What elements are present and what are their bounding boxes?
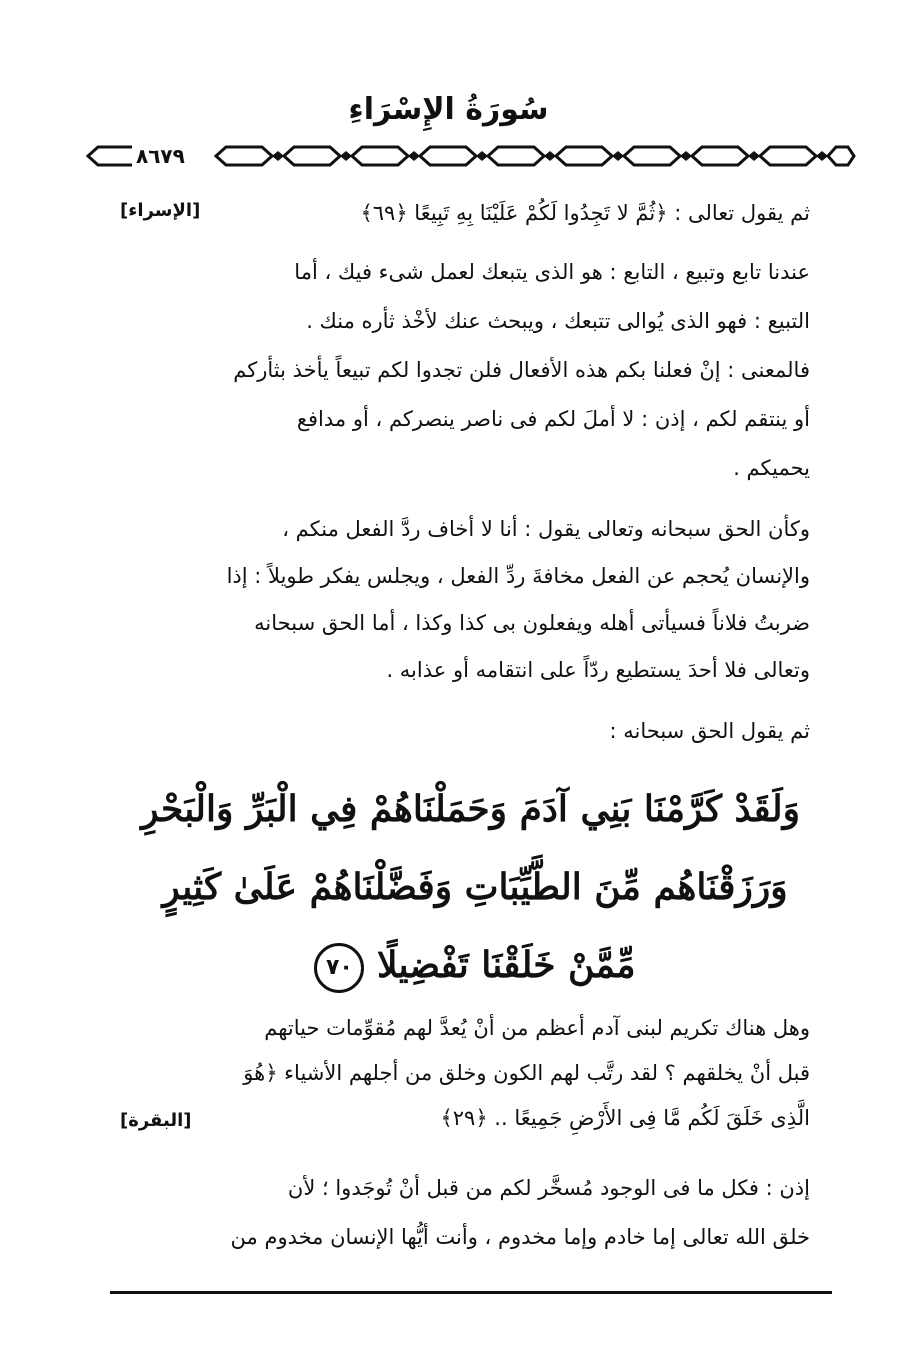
page-number: ٨٦٧٩ — [132, 143, 189, 169]
text-line: يحميكم . — [733, 456, 810, 480]
verse-text: مِّمَّنْ خَلَقْنَا تَفْضِيلًا — [376, 944, 636, 986]
text-line: وتعالى فلا أحدَ يستطيع ردّاً على انتقامه أو عذابه . — [386, 658, 810, 682]
verse-reference: [الإسراء] — [120, 200, 201, 221]
paragraph-4 — [110, 708, 810, 754]
text-line: أو ينتقم لكم ، إذن : لا أملَ لكم فى ناصر ينصركم ، أو مدافع — [296, 407, 810, 431]
paragraph-1 — [110, 190, 810, 236]
text-line: عندنا تابع وتبيع ، التابع : هو الذى يتبعك لعمل شىء فيك ، أما — [294, 260, 810, 284]
bottom-rule — [110, 1291, 832, 1294]
text-line: قبل أنْ يخلقهم ؟ لقد رتَّب لهم الكون وخلق من أجلهم الأشياء ﴿هُوَ — [243, 1061, 810, 1085]
verse-line: وَرَزَقْنَاهُم مِّنَ الطَّيِّبَاتِ وَفَضَّلْنَاهُمْ عَلَىٰ كَثِيرٍ — [162, 866, 788, 908]
text-line: ثم يقول الحق سبحانه : — [609, 719, 810, 743]
text-line: ضربتُ فلاناً فسيأتى أهله ويفعلون بى كذا وكذا ، أما الحق سبحانه — [254, 611, 810, 635]
text-line: ثم يقول تعالى : ﴿ثُمَّ لا تَجِدُوا لَكُمْ عَلَيْنَا بِهِ تَبِيعًا ﴿٦٩﴾ — [360, 201, 810, 225]
verse-line: وَلَقَدْ كَرَّمْنَا بَنِي آدَمَ وَحَمَلْنَاهُمْ فِي الْبَرِّ وَالْبَحْرِ — [141, 788, 800, 830]
verse-reference: [البقرة] — [120, 1110, 192, 1131]
text-line: وكأن الحق سبحانه وتعالى يقول : أنا لا أخاف ردَّ الفعل منكم ، — [282, 517, 810, 541]
text-line: إذن : فكل ما فى الوجود مُسخَّر لكم من قبل أنْ تُوجَدوا ؛ لأن — [287, 1176, 810, 1200]
text-line: والإنسان يُحجم عن الفعل مخافةَ ردِّ الفعل ، ويجلس يفكر طويلاً : إذا — [226, 564, 810, 588]
text-line: الَّذِى خَلَقَ لَكُم مَّا فِى الأَرْضِ جَمِيعًا .. ﴿٢٩﴾ — [440, 1106, 810, 1130]
paragraph-3 — [110, 506, 810, 694]
text-line: وهل هناك تكريم لبنى آدم أعظم من أنْ يُعدَّ لهم مُقوِّمات حياتهم — [264, 1016, 810, 1040]
verse-number-icon: ٧٠ — [314, 943, 364, 993]
header-ornament-border — [86, 143, 856, 169]
paragraph-2 — [110, 248, 810, 493]
text-line: فالمعنى : إنْ فعلنا بكم هذه الأفعال فلن تجدوا لكم تبيعاً يأخذ بثأركم — [233, 358, 810, 382]
text-line: التبيع : فهو الذى يُوالى تتبعك ، ويبحث عنك لأخْذ ثأره منك . — [306, 309, 810, 333]
paragraph-7 — [110, 1164, 810, 1262]
text-line: خلق الله تعالى إما خادم وإما مخدوم ، وأنت أيُّها الإنسان مخدوم من — [230, 1225, 810, 1249]
surah-title: سُورَةُ الإِسْرَاءِ — [348, 92, 549, 127]
verse-line — [150, 926, 800, 1004]
paragraph-6 — [110, 1006, 810, 1141]
quran-verse-block — [141, 770, 800, 1004]
